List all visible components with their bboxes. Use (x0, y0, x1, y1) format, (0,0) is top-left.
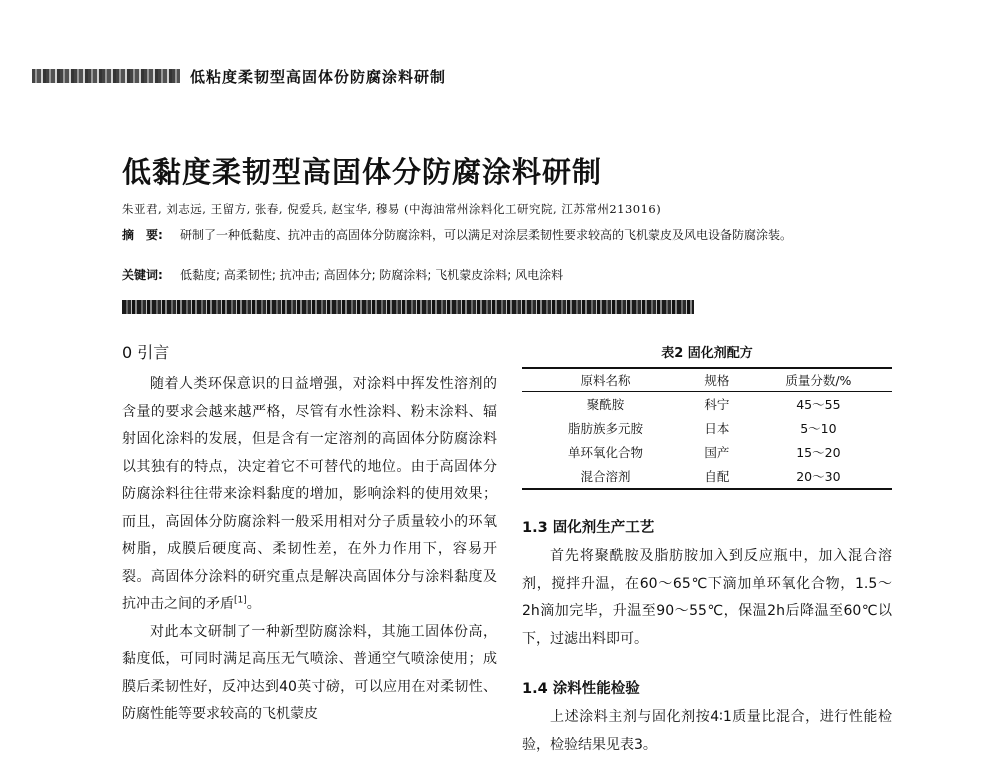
table-cell: 20～30 (745, 464, 892, 489)
article-title: 低黏度柔韧型高固体分防腐涂料研制 (122, 155, 603, 189)
table-cell: 科宁 (704, 397, 730, 412)
table-caption: 表2 固化剂配方 (661, 346, 753, 361)
decorative-divider (122, 300, 694, 314)
table-header-cell: 质量分数/% (745, 368, 892, 392)
table-row (522, 440, 892, 464)
abstract-text: 研制了一种低黏度、抗冲击的高固体分防腐涂料，可以满足对涂层柔韧性要求较高的飞机蒙皮及风电设备防腐涂装。 (180, 228, 793, 242)
table-header-cell: 规格 (689, 368, 745, 392)
abstract (122, 226, 822, 245)
keywords-text: 低黏度; 高柔韧性; 抗冲击; 高固体分; 防腐涂料; 飞机蒙皮涂料; 风电涂料 (180, 268, 564, 282)
left-column (122, 340, 497, 729)
table-row (522, 392, 892, 417)
table-cell: 脂肪族多元胺 (568, 421, 644, 436)
section-1-4-paragraph: 上述涂料主剂与固化剂按4∶1质量比混合，进行性能检验，检验结果见表3。 (522, 709, 892, 753)
journal-logo-mark (32, 69, 180, 83)
section-1-3 (522, 516, 892, 653)
running-head-title: 低粘度柔韧型高固体份防腐涂料研制 (190, 67, 447, 86)
table-header-row (522, 368, 892, 392)
table-cell: 日本 (704, 421, 730, 436)
section-1-3-paragraph: 首先将聚酰胺及脂肪胺加入到反应瓶中，加入混合溶剂，搅拌升温，在60～65℃下滴加单环氧化合物，1.5～2h滴加完毕，升温至90～55℃，保温2h后降温至60℃以下，过滤出料即可。 (522, 548, 892, 647)
section-1-4 (522, 677, 892, 759)
authors-line: 朱亚君, 刘志远, 王留方, 张春, 倪爱兵, 赵宝华, 穆易 (中海油常州涂料化工研究院, 江苏常州213016) (122, 202, 662, 216)
intro-paragraph-1 (122, 371, 497, 619)
abstract-label: 摘 要: (122, 228, 163, 242)
table-2 (522, 342, 892, 490)
table-row (522, 416, 892, 440)
citation-ref[interactable]: [1] (234, 595, 247, 606)
table-cell: 混合溶剂 (522, 464, 689, 489)
table-cell: 国产 (704, 445, 730, 460)
table-cell: 自配 (689, 464, 745, 489)
intro-paragraph-1-text: 随着人类环保意识的日益增强，对涂料中挥发性溶剂的含量的要求会越来越严格，尽管有水性涂料、粉末涂料、辐射固化涂料的发展，但是含有一定溶剂的高固体分防腐涂料以其独有的特点，决定着它不可替代的地位。由于高固体分防腐涂料往往带来涂料黏度的增加，影响涂料的使用效果；而且，高固体分防腐涂料一般采用相对分子质量较小的环氧树脂，成膜后硬度高、柔韧性差，在外力作用下，容易开裂。高固体分涂料的研究重点是解决高固体分与涂料黏度及抗冲击之间的矛盾 (122, 376, 497, 612)
section-heading-1-3: 1.3 固化剂生产工艺 (522, 520, 655, 536)
running-head (32, 64, 446, 88)
table-header-cell: 原料名称 (522, 368, 689, 392)
keywords-label: 关键词: (122, 268, 163, 282)
table-cell: 15～20 (796, 445, 841, 460)
curing-agent-table (522, 367, 892, 490)
table-cell: 5～10 (800, 421, 837, 436)
section-heading-1-4: 1.4 涂料性能检验 (522, 681, 640, 697)
section-heading-intro: 0 引言 (122, 343, 170, 362)
keywords (122, 266, 563, 285)
intro-paragraph-2: 对此本文研制了一种新型防腐涂料，其施工固体份高，黏度低，可同时满足高压无气喷涂、普通空气喷涂使用；成膜后柔韧性好，反冲达到40英寸磅，可以应用在对柔韧性、防腐性能等要求较高的飞机蒙皮 (122, 623, 497, 722)
table-cell: 聚酰胺 (586, 397, 625, 412)
table-cell: 45～55 (796, 397, 841, 412)
intro-paragraph-1-end: 。 (246, 596, 261, 612)
right-column (522, 340, 892, 759)
table-row (522, 464, 892, 489)
table-cell: 单环氧化合物 (568, 445, 644, 460)
